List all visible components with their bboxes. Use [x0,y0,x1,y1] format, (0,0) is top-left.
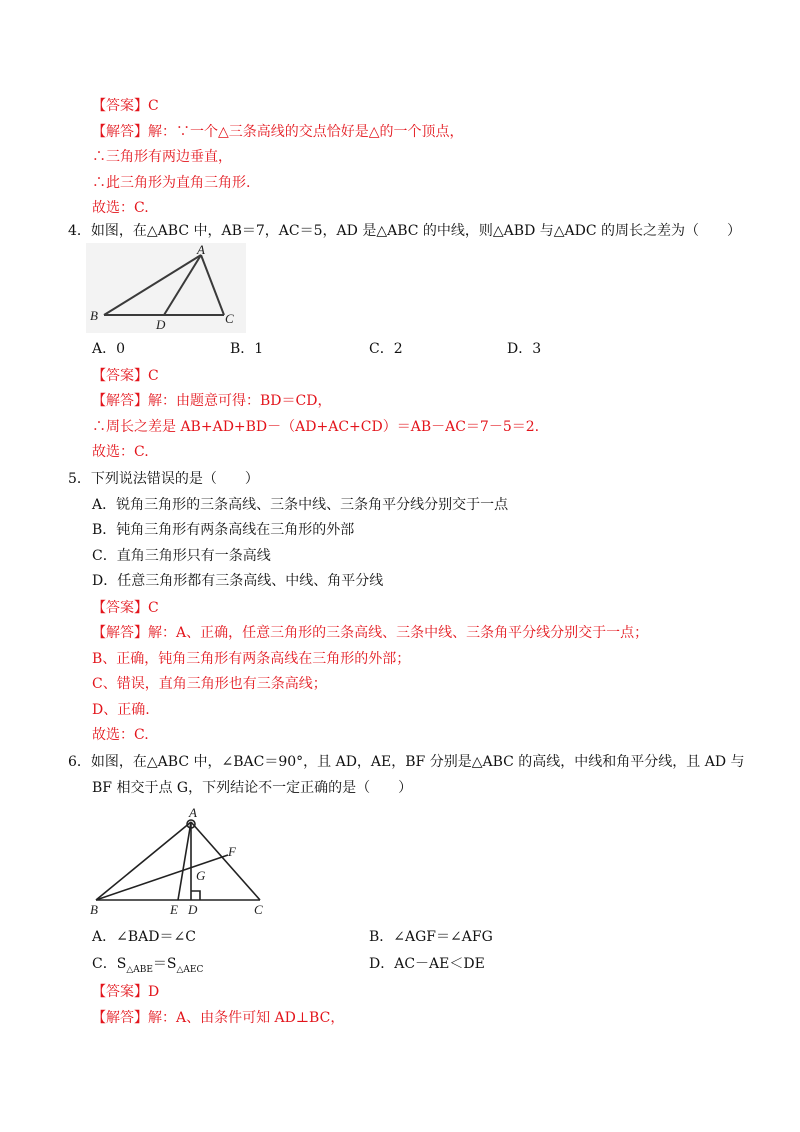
q6-triangle-figure [86,800,276,920]
q5-solution-line-5: 故选：C. [92,727,149,743]
q4-answer: 【答案】C [92,368,159,384]
right-angle-mark-d [191,891,200,900]
q4-solution-line-1: 【解答】解：由题意可得：BD＝CD， [92,393,332,409]
label-c: C [254,902,263,917]
q4-solution-line-3: 故选：C. [92,444,149,460]
q6-option-c-prefix: C．S [92,956,127,972]
label-c: C [225,311,234,326]
q5-option-d: D．任意三角形都有三条高线、中线、角平分线 [92,573,384,589]
q3-solution-line-3: ∴此三角形为直角三角形. [92,175,251,191]
q5-solution-line-4: D、正确. [92,702,150,718]
median-ae [178,822,191,900]
q6-option-c-equals: ＝S [152,956,177,972]
q3-solution-line-2: ∴三角形有两边垂直， [92,149,232,165]
q6-answer: 【答案】D [92,984,160,1000]
label-b: B [90,308,98,323]
q6-option-c-sub-1: △ABE [126,964,153,975]
segment-ac [191,822,260,900]
q4-option-a: A．0 [92,341,126,357]
q5-option-c: C．直角三角形只有一条高线 [92,548,271,564]
q6-option-a: A．∠BAD＝∠C [92,929,196,945]
q3-answer: 【答案】C [92,98,159,114]
q4-solution-line-2: ∴周长之差是 AB+AD+BD－（AD+AC+CD）＝AB－AC＝7－5＝2. [92,419,540,435]
label-d: D [188,902,198,917]
q5-option-a: A．锐角三角形的三条高线、三条中线、三条角平分线分别交于一点 [92,497,509,513]
q3-solution-line-4: 故选：C. [92,200,149,216]
label-a: A [197,243,205,257]
q6-solution-line-1: 【解答】解：A、由条件可知 AD⊥BC， [92,1010,345,1026]
q6-stem-line-1: 6．如图，在△ABC 中，∠BAC＝90°，且 AD，AE，BF 分别是△ABC 的高线，中线和角平分线，且 AD 与 [68,754,745,770]
q6-option-b: B．∠AGF＝∠AFG [369,929,493,945]
label-e: E [170,902,178,917]
q4-option-c: C．2 [369,341,403,357]
q4-triangle-figure [86,243,246,333]
bisector-bf [96,855,228,900]
label-f: F [228,844,236,859]
label-g: G [196,868,206,883]
q4-option-b: B．1 [230,341,264,357]
q5-answer: 【答案】C [92,600,159,616]
q5-option-b: B．钝角三角形有两条高线在三角形的外部 [92,522,355,538]
q3-solution-line-1: 【解答】解：∵一个△三条高线的交点恰好是△的一个顶点， [92,124,464,140]
q6-option-c [92,955,203,979]
q5-solution-line-1: 【解答】解：A、正确，任意三角形的三条高线、三条中线、三条角平分线分别交于一点； [92,625,649,641]
q5-stem: 5．下列说法错误的是（ ） [68,471,259,487]
q5-solution-line-2: B、正确，钝角三角形有两条高线在三角形的外部； [92,651,411,667]
q4-option-d: D．3 [507,341,542,357]
label-d: D [156,317,166,332]
label-b: B [90,902,98,917]
q4-stem: 4．如图，在△ABC 中，AB＝7，AC＝5，AD 是△ABC 的中线，则△ABD 与△ADC 的周长之差为（ ） [68,223,742,239]
q6-stem-line-2: BF 相交于点 G，下列结论不一定正确的是（ ） [92,780,413,796]
q5-solution-line-3: C、错误，直角三角形也有三条高线； [92,676,327,692]
label-a: A [189,805,197,820]
segment-ab [96,822,191,900]
q6-option-d: D．AC－AE＜DE [369,956,485,972]
q6-option-c-sub-2: △AEC [176,964,204,975]
